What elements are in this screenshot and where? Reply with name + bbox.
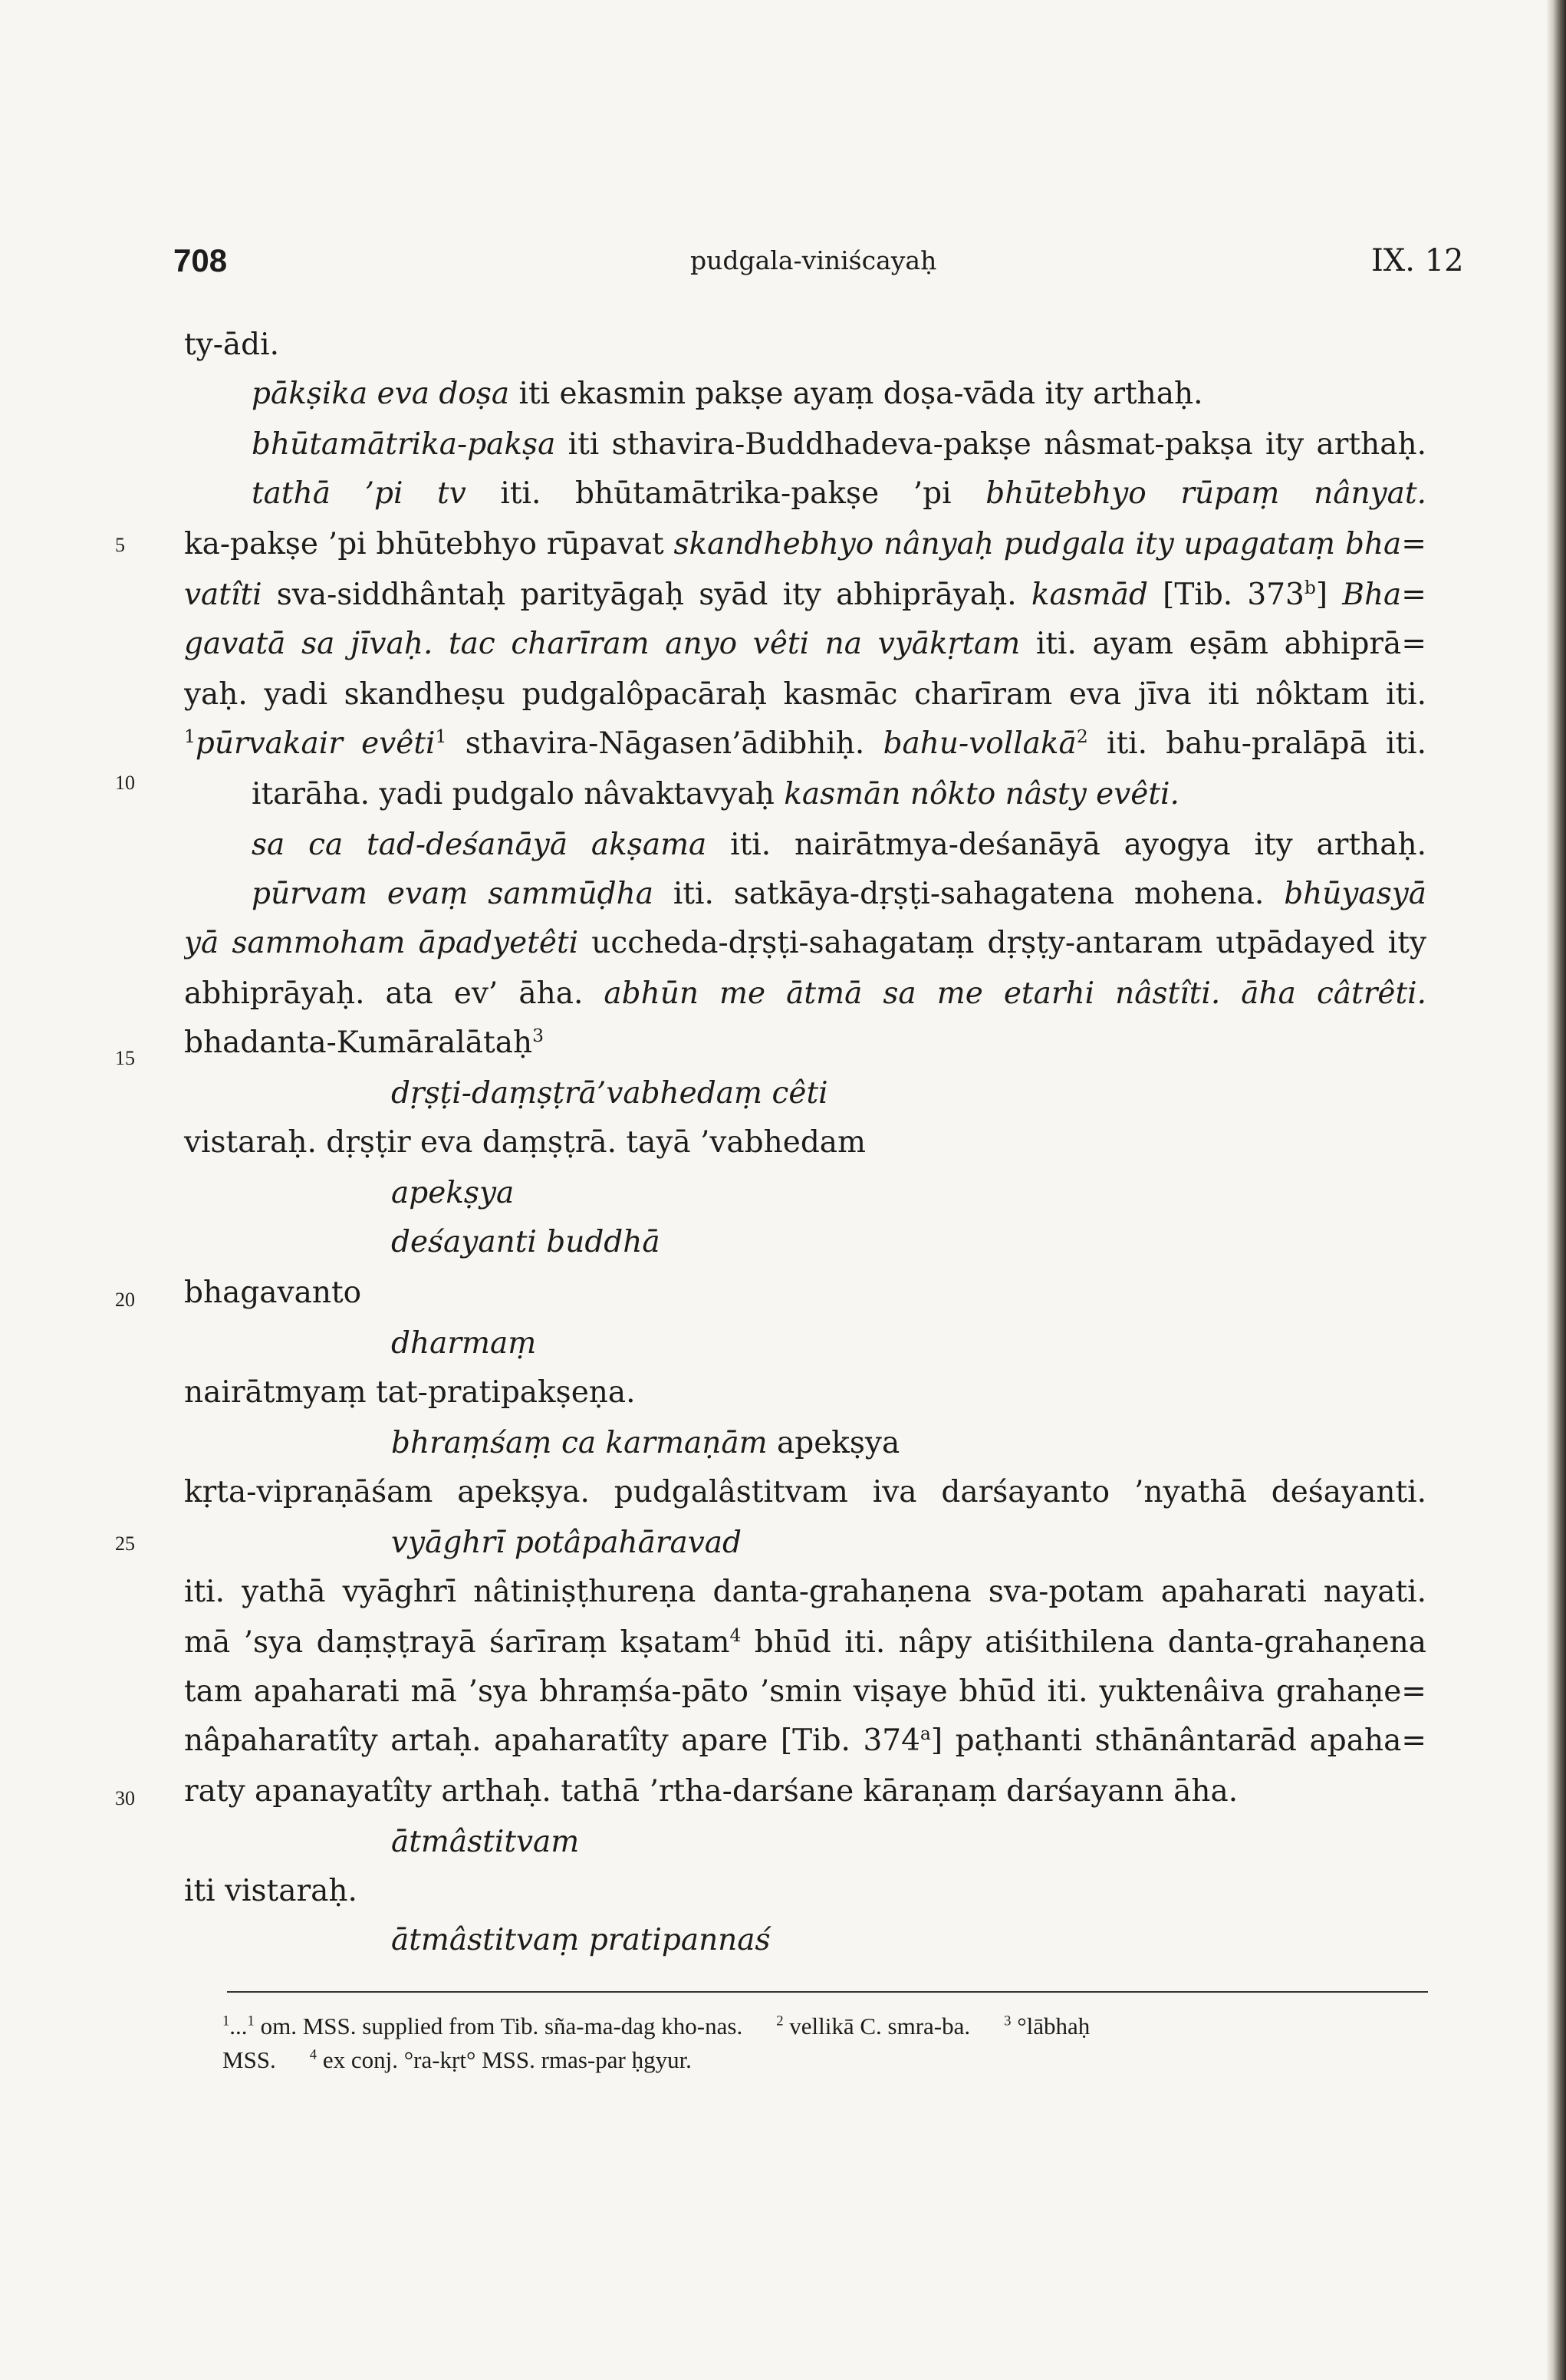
- italic-term: deśayanti buddhā: [391, 1225, 660, 1259]
- footnote-mark: 2: [776, 2013, 784, 2029]
- line-number: 25: [115, 1532, 135, 1555]
- text-run: iti. nairātmya-deśanāyā ayogya ity arthaḥ.: [706, 828, 1426, 862]
- text-run: apekṣya: [767, 1426, 900, 1460]
- text-line: [391, 1520, 1566, 1566]
- text-line: [184, 1120, 1426, 1166]
- text-run: ty-ādi.: [184, 328, 279, 362]
- italic-term: ātmâstitvaṃ pratipannaś: [391, 1923, 771, 1957]
- text-line: [184, 1470, 1426, 1516]
- text-run: ...: [229, 2013, 248, 2039]
- footnote-mark: 4: [309, 2046, 317, 2063]
- footnote-line: [222, 2043, 1434, 2077]
- text-run: ] paṭhanti sthānântarād apaha=: [930, 1723, 1426, 1758]
- footnote-mark: 1: [222, 2013, 230, 2029]
- text-line: [184, 971, 1426, 1017]
- text-run: iti vistaraḥ.: [184, 1874, 357, 1908]
- text-run: mā ’sya daṃṣṭrayā śarīraṃ kṣatam: [184, 1625, 730, 1660]
- text-line: [184, 621, 1426, 667]
- footnote-mark: 2: [1076, 726, 1088, 747]
- text-line: [184, 1620, 1426, 1666]
- italic-term: skandhebhyo nânyaḥ pudgala ity upagataṃ bha=: [673, 527, 1426, 561]
- text-run: kṛta-vipraṇāśam apekṣya. pudgalâstitvam iva darśayanto ’nyathā deśayanti.: [184, 1475, 1426, 1509]
- text-line: [184, 1868, 1426, 1914]
- italic-term: bhūyasyā: [1284, 877, 1426, 911]
- italic-term: kasmān nôkto nâsty evêti.: [784, 777, 1179, 811]
- italic-term: pūrvakair evêti: [195, 726, 436, 761]
- text-run: bhagavanto: [184, 1276, 362, 1310]
- running-title: pudgala-viniścayaḥ: [690, 245, 937, 275]
- text-line: [184, 672, 1426, 718]
- italic-term: tathā ’pi tv: [252, 476, 466, 511]
- line-number: 20: [115, 1289, 135, 1311]
- text-line: [184, 1769, 1426, 1815]
- text-run: iti. satkāya-dṛṣṭi-sahagatena mohena.: [653, 877, 1285, 911]
- text-run: ex conj. °ra-kṛt° MSS. rmas-par ḥgyur.: [317, 2046, 692, 2073]
- text-line: [184, 1669, 1426, 1715]
- italic-term: sa ca tad-deśanāyā akṣama: [252, 828, 707, 862]
- footnote-mark: 1: [247, 2013, 255, 2029]
- text-run: abhiprāyaḥ. ata ev’ āha.: [184, 976, 604, 1011]
- italic-term: vatîti: [184, 578, 262, 612]
- text-run: iti ekasmin pakṣe ayaṃ doṣa-vāda ity arthaḥ.: [509, 377, 1203, 411]
- italic-term: yā sammoham āpadyetêti: [184, 926, 579, 960]
- text-line: [184, 721, 1426, 767]
- text-line: [391, 1420, 1566, 1467]
- italic-term: kasmād: [1031, 578, 1148, 612]
- text-line: [184, 1370, 1426, 1416]
- italic-term: pākṣika eva doṣa: [252, 377, 510, 411]
- text-line: [184, 1718, 1426, 1764]
- line-number: 30: [115, 1787, 135, 1809]
- text-line: [391, 1819, 1566, 1865]
- text-run: bhūd iti. nâpy atiśithilena danta-grahaṇena: [741, 1625, 1426, 1660]
- italic-term: vyāghrī potâpahāravad: [391, 1526, 742, 1560]
- text-line: [391, 1071, 1566, 1117]
- footnote-rule: [227, 1991, 1428, 1993]
- italic-term: ātmâstitvam: [391, 1825, 580, 1859]
- text-run: sva-siddhântaḥ parityāgaḥ syād ity abhiprāyaḥ.: [262, 578, 1031, 612]
- text-run: raty apanayatîty arthaḥ. tathā ’rtha-darśane kāraṇaṃ darśayann āha.: [184, 1774, 1239, 1809]
- text-run: iti. ayam eṣām abhiprā=: [1020, 627, 1426, 661]
- text-run: [Tib. 373: [1147, 578, 1304, 612]
- text-line: [391, 1170, 1566, 1216]
- text-line: [184, 322, 1426, 368]
- text-line: [184, 920, 1426, 966]
- italic-term: bhraṃśaṃ ca karmaṇām: [391, 1426, 768, 1460]
- italic-term: abhūn me ātmā sa me etarhi nâstîti. āha câtrêti.: [604, 976, 1426, 1011]
- italic-term: bhūtebhyo rūpaṃ nânyat.: [985, 476, 1426, 511]
- text-line: [252, 822, 1426, 868]
- text-run: yaḥ. yadi skandheṣu pudgalôpacāraḥ kasmāc charīram eva jīva iti nôktam iti.: [184, 677, 1426, 712]
- italic-term: gavatā sa jīvaḥ. tac charīram anyo vêti na vyākṛtam: [184, 627, 1021, 661]
- italic-term: apekṣya: [391, 1176, 515, 1210]
- text-run: om. MSS. supplied from Tib. sña-ma-dag kho-nas.: [254, 2013, 743, 2039]
- text-run: iti. bhūtamātrika-pakṣe ’pi: [466, 476, 986, 511]
- text-run: uccheda-dṛṣṭi-sahagataṃ dṛṣṭy-antaram utpādayed ity: [578, 926, 1426, 960]
- text-run: iti. bahu-pralāpā iti.: [1087, 726, 1426, 761]
- text-line: [252, 371, 1426, 417]
- text-run: iti sthavira-Buddhadeva-pakṣe nâsmat-pakṣa ity arthaḥ.: [555, 427, 1426, 462]
- page-number: 708: [173, 242, 228, 278]
- text-line: [391, 1220, 1566, 1266]
- text-line: [184, 1270, 1426, 1316]
- footnote-mark: 3: [1004, 2013, 1012, 2029]
- text-line: [391, 1321, 1566, 1367]
- footnote-mark: 1: [184, 726, 196, 747]
- text-line: [252, 871, 1426, 917]
- text-run: vellikā C. smra-ba.: [783, 2013, 971, 2039]
- line-number: 15: [115, 1047, 135, 1069]
- italic-term: Bha=: [1342, 578, 1426, 612]
- footnote-line: [222, 2010, 1434, 2043]
- italic-term: bahu-vollakā: [883, 726, 1077, 761]
- text-run: bhadanta-Kumāralātaḥ: [184, 1025, 533, 1060]
- text-line: [184, 1020, 1426, 1066]
- footnote-mark: b: [1304, 577, 1316, 598]
- text-line: [184, 522, 1426, 568]
- italic-term: bhūtamātrika-pakṣa: [252, 427, 556, 462]
- section-label: IX. 12: [1371, 243, 1464, 278]
- italic-term: pūrvam evaṃ sammūḍha: [252, 877, 653, 911]
- text-line: [252, 772, 1426, 818]
- text-run: °lābhaḥ: [1011, 2013, 1091, 2039]
- footnote-mark: 4: [729, 1625, 742, 1646]
- text-line: [391, 1917, 1566, 1964]
- footnote-mark: a: [920, 1723, 931, 1744]
- text-line: [252, 471, 1426, 517]
- text-line: [252, 422, 1426, 468]
- text-line: [184, 572, 1426, 618]
- text-run: ka-pakṣe ’pi bhūtebhyo rūpavat: [184, 527, 674, 561]
- text-run: itarāha. yadi pudgalo nâvaktavyaḥ: [252, 777, 785, 811]
- text-run: vistaraḥ. dṛṣṭir eva daṃṣṭrā. tayā ’vabhedam: [184, 1125, 867, 1160]
- text-run: tam apaharati mā ’sya bhraṃśa-pāto ’smin viṣaye bhūd iti. yuktenâiva grahaṇe=: [184, 1674, 1426, 1709]
- text-run: MSS.: [222, 2046, 276, 2073]
- text-line: [184, 1569, 1426, 1615]
- text-run: nairātmyaṃ tat-pratipakṣeṇa.: [184, 1375, 636, 1410]
- text-run: nâpaharatîty artaḥ. apaharatîty apare [Tib. 374: [184, 1723, 920, 1758]
- italic-term: dharmaṃ: [391, 1326, 537, 1361]
- line-number: 10: [115, 772, 135, 794]
- text-run: ]: [1315, 578, 1343, 612]
- line-number: 5: [115, 534, 125, 556]
- footnote-mark: 3: [532, 1025, 544, 1046]
- italic-term: dṛṣṭi-daṃṣṭrā’vabhedaṃ cêti: [391, 1076, 828, 1111]
- footnote-mark: 1: [435, 726, 447, 747]
- text-run: sthavira-Nāgasen’ādibhiḥ.: [446, 726, 883, 761]
- text-run: iti. yathā vyāghrī nâtiniṣṭhureṇa danta-grahaṇena sva-potam apaharati nayati.: [184, 1575, 1426, 1609]
